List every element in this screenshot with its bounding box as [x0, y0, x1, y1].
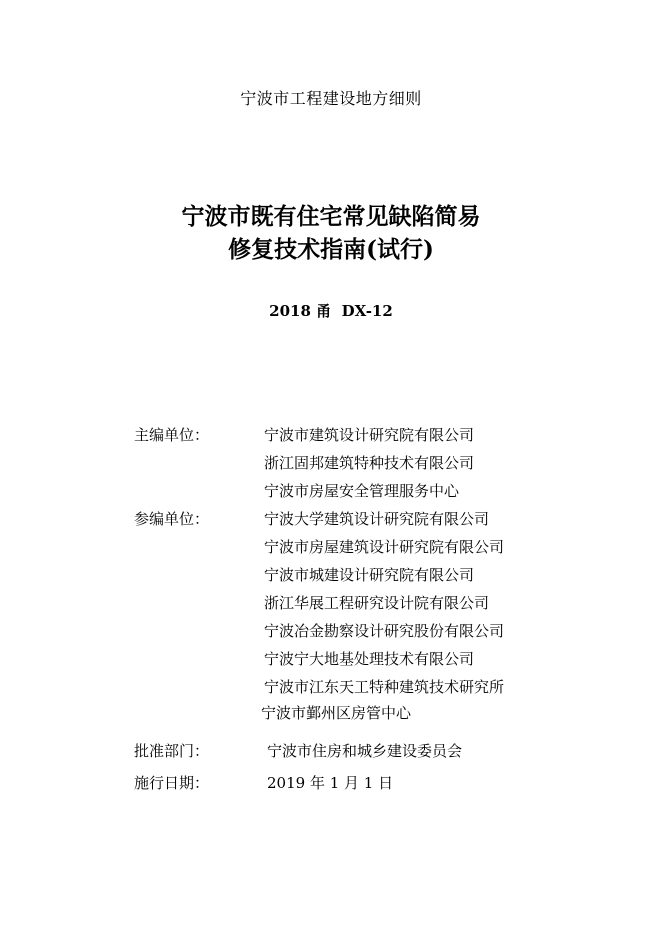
title-line-1: 宁波市既有住宅常见缺陷简易: [181, 203, 481, 230]
participating-editor-unit: 宁波市鄞州区房管中心: [261, 704, 412, 722]
document-number: 2018 甬 DX-12: [269, 302, 393, 320]
chief-editor-unit: 宁波市房屋安全管理服务中心: [264, 482, 460, 500]
chief-editor-unit: 浙江固邦建筑特种技术有限公司: [264, 454, 475, 472]
series-title: 宁波市工程建设地方细则: [240, 89, 422, 108]
participating-editor-unit: 宁波宁大地基处理技术有限公司: [264, 650, 475, 668]
document-title: [0, 200, 662, 266]
participating-editor-unit: 宁波市江东天工特种建筑技术研究所: [264, 678, 505, 696]
participating-editor-unit: 宁波大学建筑设计研究院有限公司: [264, 510, 490, 528]
participating-editor-unit: 浙江华展工程研究设计院有限公司: [264, 594, 490, 612]
title-line-2: 修复技术指南(试行): [228, 236, 434, 263]
chief-editor-unit: 宁波市建筑设计研究院有限公司: [264, 426, 475, 444]
participating-editor-unit: 宁波市房屋建筑设计研究院有限公司: [264, 538, 505, 556]
effective-date-label: 施行日期：: [134, 774, 210, 792]
chief-editor-label: 主编单位：: [134, 426, 210, 444]
approval-value: 宁波市住房和城乡建设委员会: [267, 742, 463, 760]
approval-label: 批准部门：: [134, 742, 210, 760]
participating-editor-unit: 宁波冶金勘察设计研究股份有限公司: [264, 622, 505, 640]
participating-editor-label: 参编单位：: [134, 510, 210, 528]
participating-editor-unit: 宁波市城建设计研究院有限公司: [264, 566, 475, 584]
effective-date-value: 2019 年 1 月 1 日: [267, 774, 394, 792]
